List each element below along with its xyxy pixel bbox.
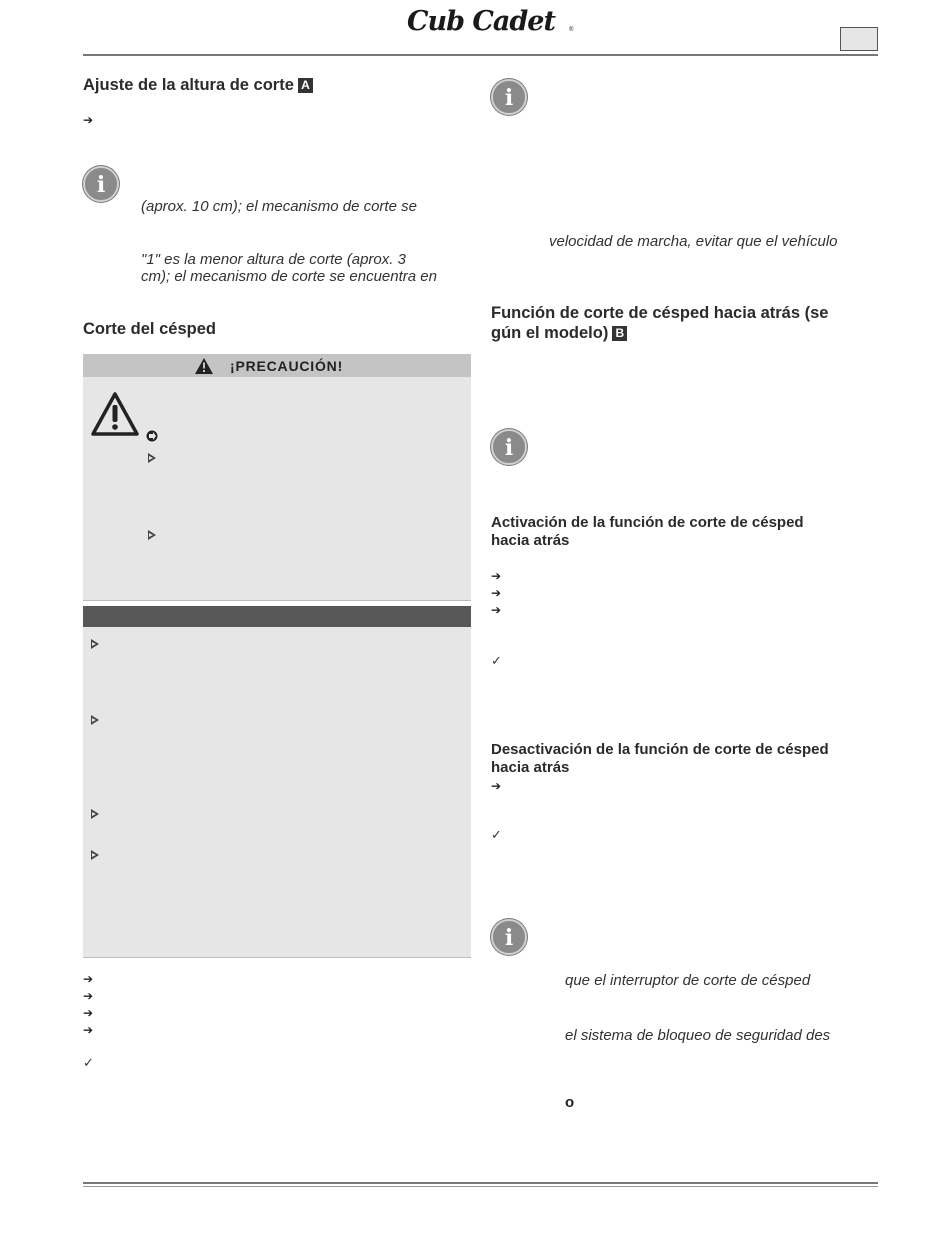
caution-box: [83, 354, 471, 601]
arrow-bullet-icon: ➔: [83, 1023, 94, 1037]
subsection-title-deactivation: Desactivación de la función de corte de césped hacia atrás: [491, 741, 829, 776]
section-title-cutting-height: Ajuste de la altura de corte A: [83, 75, 313, 95]
info-icon: i: [83, 166, 119, 202]
arrow-bullet-icon: ➔: [491, 569, 502, 583]
info-icon: i: [491, 429, 527, 465]
arrow-bullet-icon: ➔: [491, 603, 502, 617]
info-icon: i: [491, 919, 527, 955]
caution-header: [83, 354, 471, 377]
info-text: cm); el mecanismo de corte se encuentra en: [141, 268, 437, 285]
bullet-triangle-icon: [148, 453, 156, 463]
arrow-bullet-icon: ➔: [83, 113, 94, 127]
arrow-bullet-icon: ➔: [491, 779, 502, 793]
subsection-title-activation: Activación de la función de corte de césped hacia atrás: [491, 514, 804, 549]
arrow-bullet-icon: ➔: [83, 1006, 94, 1020]
info-icon: i: [491, 79, 527, 115]
bullet-triangle-icon: [148, 530, 156, 540]
info-text: o: [565, 1094, 575, 1111]
arrow-bullet-icon: ➔: [491, 586, 502, 600]
check-icon: ✓: [83, 1055, 94, 1070]
note-box: [83, 606, 471, 958]
info-text: "1" es la menor altura de corte (aprox. 3: [141, 251, 406, 268]
circle-arrow-icon: [146, 430, 158, 442]
info-text: (aprox. 10 cm); el mecanismo de corte se: [141, 198, 417, 215]
info-text: que el interruptor de corte de césped: [565, 972, 811, 989]
info-text: el sistema de bloqueo de seguridad des: [565, 1027, 831, 1044]
footer-rule-thin: [83, 1186, 878, 1187]
section-title-mowing: Corte del césped: [83, 320, 216, 338]
section-title-reverse-mowing: Función de corte de césped hacia atrás (se gún el modelo) B: [491, 304, 829, 342]
check-icon: ✓: [491, 653, 502, 668]
header-rule: [83, 54, 878, 56]
figure-tag-b: B: [612, 326, 627, 341]
svg-text:®: ®: [569, 27, 574, 33]
bullet-triangle-icon: [91, 639, 99, 649]
check-icon: ✓: [491, 827, 502, 842]
warning-icon: [195, 358, 213, 374]
arrow-bullet-icon: ➔: [83, 989, 94, 1003]
cub-cadet-logo: [405, 6, 577, 36]
page-number-box: [840, 27, 878, 51]
bullet-triangle-icon: [91, 715, 99, 725]
svg-text:Cub Cadet: Cub Cadet: [407, 6, 555, 36]
footer-rule: [83, 1182, 878, 1184]
note-header: [83, 606, 471, 627]
arrow-bullet-icon: ➔: [83, 972, 94, 986]
warning-triangle-icon: [90, 391, 140, 437]
bullet-triangle-icon: [91, 809, 99, 819]
info-text: velocidad de marcha, evitar que el vehículo: [549, 233, 838, 250]
caution-title: ¡PRECAUCIÓN!: [230, 358, 344, 374]
figure-tag-a: A: [298, 78, 313, 93]
bullet-triangle-icon: [91, 850, 99, 860]
